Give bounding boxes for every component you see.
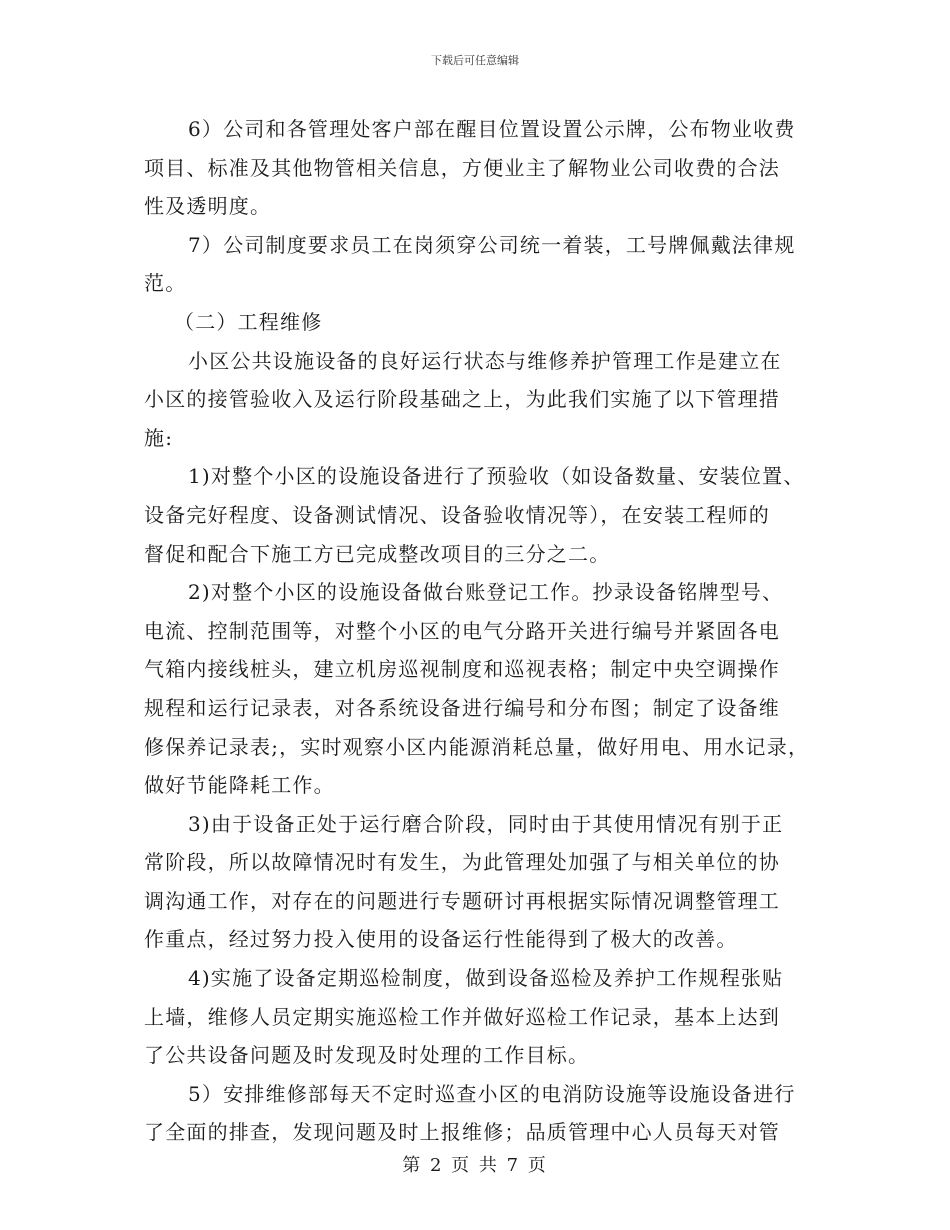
- text-line: 作重点，经过努力投入使用的设备运行性能得到了极大的改善。: [144, 927, 738, 952]
- text-line: 5）安排维修部每天不定时巡查小区的电消防设施等设施设备进行: [188, 1081, 796, 1106]
- text-line: 修保养记录表;，实时观察小区内能源消耗总量，做好用电、用水记录，: [144, 734, 810, 759]
- text-line: （二）工程维修: [174, 309, 323, 334]
- text-line: 2)对整个小区的设施设备做台账登记工作。抄录设备铭牌型号、: [188, 580, 784, 605]
- text-line: 6）公司和各管理处客户部在醒目位置设置公示牌，公布物业收费: [188, 117, 796, 141]
- text-line: 调沟通工作，对存在的问题进行专题研讨再根据实际情况调整管理工: [144, 888, 780, 913]
- document-body: [144, 110, 814, 1152]
- text-line: 设备完好程度、设备测试情况、设备验收情况等），在安装工程师的: [144, 502, 770, 527]
- page-header: 下载后可任意编辑: [431, 54, 519, 67]
- text-line: 气箱内接线桩头，建立机房巡视制度和巡视表格；制定中央空调操作: [144, 657, 780, 682]
- text-line: 施:: [144, 425, 174, 450]
- text-line: 项目、标准及其他物管相关信息，方便业主了解物业公司收费的合法: [144, 155, 780, 180]
- text-line: 电流、控制范围等，对整个小区的电气分路开关进行编号并紧固各电: [144, 618, 780, 643]
- text-line: 小区的接管验收入及运行阶段基础之上，为此我们实施了以下管理措: [144, 387, 780, 412]
- page-footer: 第 2 页 共 7 页: [402, 1155, 548, 1176]
- text-line: 1)对整个小区的设施设备进行了预验收（如设备数量、安装位置、: [188, 464, 805, 489]
- text-line: 3)由于设备正处于运行磨合阶段，同时由于其使用情况有别于正: [188, 811, 784, 836]
- text-line: 了全面的排查，发现问题及时上报维修；品质管理中心人员每天对管: [144, 1120, 780, 1145]
- text-line: 了公共设备问题及时发现及时处理的工作目标。: [144, 1043, 590, 1068]
- text-line: 规程和运行记录表，对各系统设备进行编号和分布图；制定了设备维: [144, 695, 780, 720]
- text-line: 小区公共设施设备的良好运行状态与维修养护管理工作是建立在: [188, 348, 782, 373]
- text-line: 常阶段，所以故障情况时有发生，为此管理处加强了与相关单位的协: [144, 850, 780, 875]
- text-line: 4)实施了设备定期巡检制度，做到设备巡检及养护工作规程张贴: [188, 966, 784, 991]
- text-line: 范。: [144, 271, 187, 296]
- text-line: 督促和配合下施工方已完成整改项目的三分之二。: [144, 541, 611, 566]
- text-line: 性及透明度。: [144, 194, 272, 219]
- text-line: 上墙，维修人员定期实施巡检工作并做好巡检工作记录，基本上达到: [144, 1004, 780, 1029]
- text-line: 7）公司制度要求员工在岗须穿公司统一着装，工号牌佩戴法律规: [188, 232, 796, 257]
- text-line: 做好节能降耗工作。: [144, 773, 335, 798]
